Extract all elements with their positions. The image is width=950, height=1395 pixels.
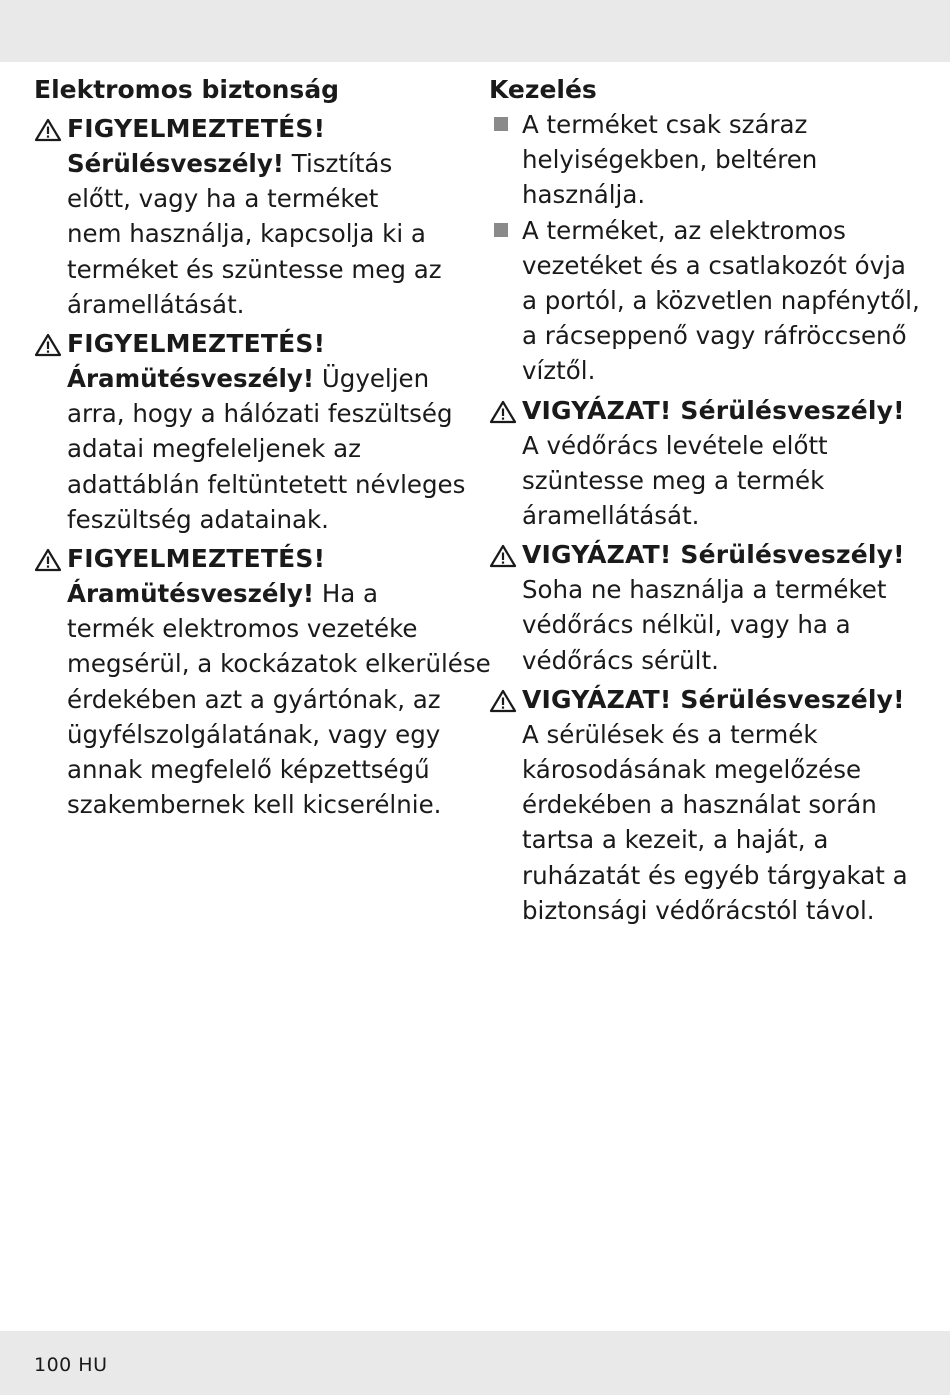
text-line: Soha ne használja a terméket	[522, 575, 887, 605]
top-band	[0, 0, 950, 62]
text-line: védőrács sérült.	[522, 645, 719, 675]
warning-triangle-icon	[489, 689, 517, 713]
emphasis-text: Áramütésveszély!	[67, 364, 315, 394]
warning-title-text: FIGYELMEZTETÉS!	[67, 114, 326, 143]
square-bullet-icon	[494, 223, 508, 237]
line-text: Tisztítás	[283, 149, 393, 178]
text-line: érdekében a használat során	[522, 790, 877, 820]
warning-triangle-icon	[489, 544, 517, 568]
caution-title	[489, 537, 929, 572]
right-column	[489, 72, 929, 928]
warning-body	[34, 146, 474, 322]
text-line: biztonsági védőrácstól távol.	[522, 895, 875, 925]
text-line: vezetéket és a csatlakozót óvja	[522, 250, 906, 280]
warning-triangle-icon	[489, 400, 517, 424]
caution-block	[489, 682, 929, 928]
text-line: víztől.	[522, 356, 596, 386]
text-line: a portól, a közvetlen napfénytől,	[522, 286, 920, 316]
text-line: tartsa a kezeit, a haját, a	[522, 825, 829, 855]
warning-block	[34, 111, 474, 322]
caution-body	[489, 717, 929, 928]
text-line: szakembernek kell kicserélnie.	[67, 790, 442, 820]
text-line: arra, hogy a hálózati feszültség	[67, 399, 453, 429]
text-line: terméket és szüntesse meg az	[67, 254, 442, 284]
warning-block	[34, 326, 474, 537]
warning-title	[34, 111, 474, 146]
text-line: áramellátását.	[522, 501, 700, 531]
text-line: feszültség adatainak.	[67, 504, 329, 534]
footer-band	[0, 1331, 950, 1395]
text-line: termék elektromos vezetéke	[67, 614, 418, 644]
caution-block	[489, 393, 929, 534]
section-heading-electrical-safety: Elektromos biztonság	[34, 75, 340, 104]
caution-title-text: VIGYÁZAT! Sérülésveszély!	[522, 395, 905, 425]
warning-block	[34, 541, 491, 822]
text-line: a rácseppenő vagy ráfröccsenő	[522, 321, 907, 351]
text-line: annak megfelelő képzettségű	[67, 755, 430, 785]
text-line: ruházatát és egyéb tárgyakat a	[522, 860, 908, 890]
warning-title-text: FIGYELMEZTETÉS!	[67, 544, 326, 574]
text-line: áramellátását.	[67, 289, 245, 319]
caution-title-text: VIGYÁZAT! Sérülésveszély!	[522, 540, 905, 570]
text-line: nem használja, kapcsolja ki a	[67, 219, 426, 249]
caution-block	[489, 537, 929, 678]
section-heading-operation: Kezelés	[489, 75, 597, 104]
square-bullet-icon	[494, 117, 508, 131]
caution-body	[489, 428, 929, 534]
text-line: adattáblán feltüntetett névleges	[67, 469, 466, 499]
emphasis-text: Áramütésveszély!	[67, 579, 315, 609]
text-line: védőrács nélkül, vagy ha a	[522, 610, 851, 640]
text-line	[67, 576, 474, 611]
text-line: ügyfélszolgálatának, vagy egy	[67, 719, 441, 749]
bullet-item	[489, 213, 929, 389]
text-line: adatai megfeleljenek az	[67, 434, 361, 464]
bullet-item	[489, 107, 929, 213]
warning-triangle-icon	[34, 333, 62, 357]
text-line	[67, 361, 474, 396]
text-line: használja.	[522, 180, 646, 210]
text-line: A terméket csak száraz	[522, 110, 808, 139]
text-line: A sérülések és a termék	[522, 719, 818, 749]
text-line: érdekében azt a gyártónak, az	[67, 684, 441, 714]
warning-triangle-icon	[34, 118, 62, 142]
caution-title-text: VIGYÁZAT! Sérülésveszély!	[522, 684, 905, 714]
text-line: A terméket, az elektromos	[522, 215, 846, 245]
warning-title	[34, 326, 474, 361]
text-line: előtt, vagy ha a terméket	[67, 184, 379, 214]
emphasis-text: Sérülésveszély!	[67, 149, 284, 178]
caution-body	[489, 572, 929, 678]
text-line: károsodásának megelőzése	[522, 755, 862, 785]
warning-body	[34, 361, 474, 537]
text-line	[67, 146, 474, 181]
text-line: szüntesse meg a termék	[522, 465, 825, 495]
text-line: helyiségekben, beltéren	[522, 145, 818, 175]
caution-title	[489, 393, 929, 428]
warning-body	[34, 576, 491, 822]
line-text: Ügyeljen	[314, 364, 430, 394]
warning-title-text: FIGYELMEZTETÉS!	[67, 329, 326, 359]
text-line: megsérül, a kockázatok elkerülése	[67, 649, 491, 679]
left-column	[34, 72, 491, 822]
warning-triangle-icon	[34, 548, 62, 572]
page-number: 100 HU	[34, 1354, 108, 1376]
warning-title	[34, 541, 474, 576]
caution-title	[489, 682, 929, 717]
text-line: A védőrács levétele előtt	[522, 430, 828, 460]
line-text: Ha a	[314, 579, 379, 609]
